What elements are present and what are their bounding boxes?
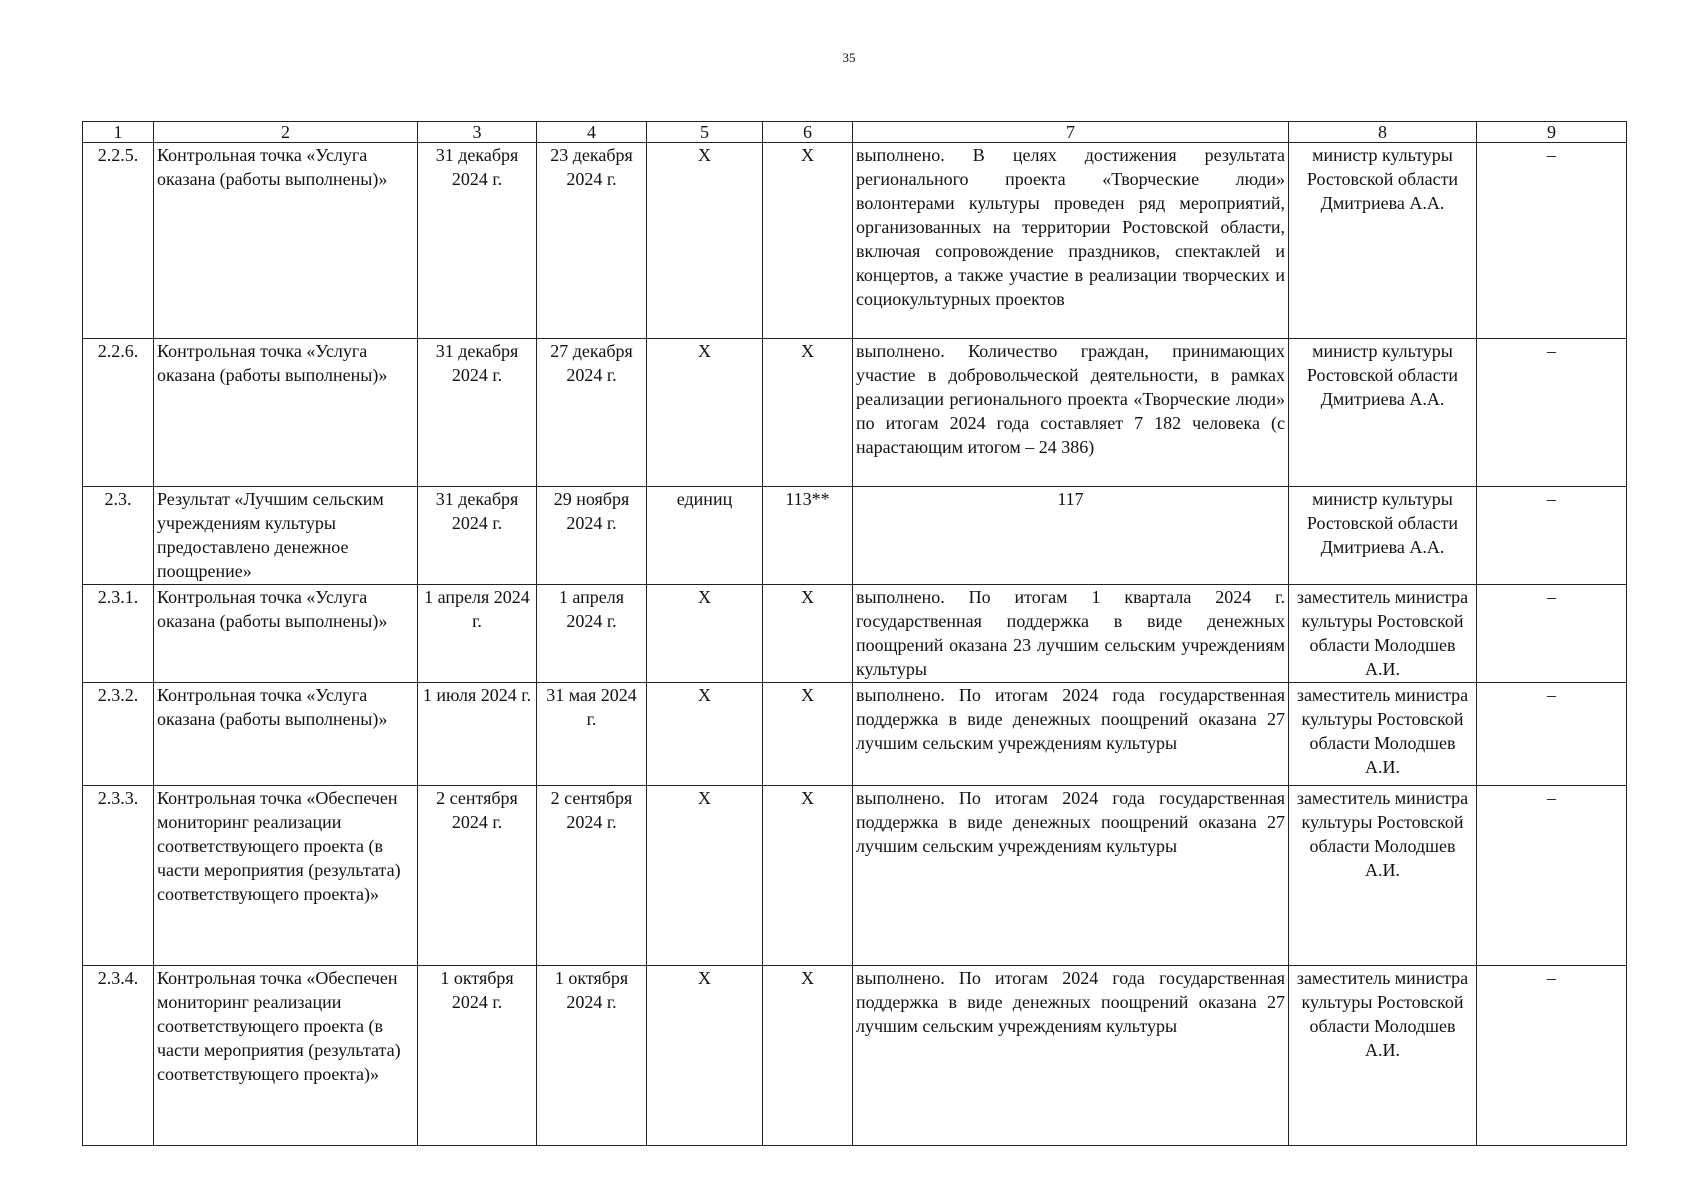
- planned-date: 2 сентября 2024 г.: [418, 786, 537, 966]
- column-header: 9: [1477, 122, 1627, 143]
- actual-date: 23 декабря 2024 г.: [537, 143, 647, 339]
- status-text: выполнено. По итогам 2024 года государственная поддержка в виде денежных поощрений оказана 27 лучшим сельским учреждениям культуры: [853, 966, 1289, 1146]
- table-row: [83, 143, 1627, 339]
- status-text: выполнено. По итогам 2024 года государственная поддержка в виде денежных поощрений оказана 27 лучшим сельским учреждениям культуры: [853, 683, 1289, 786]
- column-header: 4: [537, 122, 647, 143]
- table-row: [83, 487, 1627, 585]
- responsible-person: заместитель министра культуры Ростовской области Молодшев А.И.: [1289, 786, 1477, 966]
- value-cell: X: [763, 143, 853, 339]
- note-cell: –: [1477, 786, 1627, 966]
- actual-date: 2 сентября 2024 г.: [537, 786, 647, 966]
- value-cell: X: [763, 786, 853, 966]
- note-cell: –: [1477, 966, 1627, 1146]
- row-name: Контрольная точка «Услуга оказана (работы выполнены)»: [154, 683, 418, 786]
- status-text: выполнено. По итогам 1 квартала 2024 г. государственная поддержка в виде денежных поощрений оказана 23 лучшим сельским учреждениям культуры: [853, 585, 1289, 683]
- row-name: Результат «Лучшим сельским учреждениям культуры предоставлено денежное поощрение»: [154, 487, 418, 585]
- planned-date: 31 декабря 2024 г.: [418, 143, 537, 339]
- planned-date: 1 апреля 2024 г.: [418, 585, 537, 683]
- row-name: Контрольная точка «Обеспечен мониторинг реализации соответствующего проекта (в части мероприятия (результата) соответствующего проекта)»: [154, 786, 418, 966]
- column-header: 1: [83, 122, 154, 143]
- note-cell: –: [1477, 339, 1627, 487]
- table-row: [83, 966, 1627, 1146]
- value-cell: X: [763, 339, 853, 487]
- table-row: [83, 683, 1627, 786]
- row-name: Контрольная точка «Услуга оказана (работы выполнены)»: [154, 143, 418, 339]
- note-cell: –: [1477, 585, 1627, 683]
- responsible-person: заместитель министра культуры Ростовской области Молодшев А.И.: [1289, 683, 1477, 786]
- responsible-person: заместитель министра культуры Ростовской области Молодшев А.И.: [1289, 585, 1477, 683]
- responsible-person: заместитель министра культуры Ростовской области Молодшев А.И.: [1289, 966, 1477, 1146]
- row-name: Контрольная точка «Услуга оказана (работы выполнены)»: [154, 339, 418, 487]
- header-row: [83, 122, 1627, 143]
- unit-cell: X: [647, 966, 763, 1146]
- unit-cell: X: [647, 585, 763, 683]
- planned-date: 31 декабря 2024 г.: [418, 487, 537, 585]
- status-text: выполнено. В целях достижения результата регионального проекта «Творческие люди» волонтерами культуры проведен ряд мероприятий, организованных на территории Ростовской области, включая сопровождение праздников, спектаклей и концертов, а также участие в реализации творческих и социокультурных проектов: [853, 143, 1289, 339]
- row-number: 2.2.6.: [83, 339, 154, 487]
- unit-cell: X: [647, 786, 763, 966]
- row-number: 2.2.5.: [83, 143, 154, 339]
- planned-date: 1 июля 2024 г.: [418, 683, 537, 786]
- row-number: 2.3.4.: [83, 966, 154, 1146]
- row-number: 2.3.1.: [83, 585, 154, 683]
- table-row: [83, 786, 1627, 966]
- actual-date: 27 декабря 2024 г.: [537, 339, 647, 487]
- column-header: 8: [1289, 122, 1477, 143]
- column-header: 2: [154, 122, 418, 143]
- actual-date: 1 октября 2024 г.: [537, 966, 647, 1146]
- responsible-person: министр культуры Ростовской области Дмитриева А.А.: [1289, 339, 1477, 487]
- status-text: выполнено. Количество граждан, принимающих участие в добровольческой деятельности, в рамках реализации регионального проекта «Творческие люди» по итогам 2024 года составляет 7 182 человека (с нарастающим итогом – 24 386): [853, 339, 1289, 487]
- table-row: [83, 585, 1627, 683]
- column-header: 6: [763, 122, 853, 143]
- planned-date: 31 декабря 2024 г.: [418, 339, 537, 487]
- status-text: выполнено. По итогам 2024 года государственная поддержка в виде денежных поощрений оказана 27 лучшим сельским учреждениям культуры: [853, 786, 1289, 966]
- value-cell: 113**: [763, 487, 853, 585]
- row-name: Контрольная точка «Услуга оказана (работы выполнены)»: [154, 585, 418, 683]
- value-cell: X: [763, 585, 853, 683]
- unit-cell: X: [647, 339, 763, 487]
- row-number: 2.3.: [83, 487, 154, 585]
- actual-date: 31 мая 2024 г.: [537, 683, 647, 786]
- report-table: [82, 121, 1627, 1146]
- note-cell: –: [1477, 487, 1627, 585]
- actual-date: 1 апреля 2024 г.: [537, 585, 647, 683]
- status-text: 117: [853, 487, 1289, 585]
- note-cell: –: [1477, 683, 1627, 786]
- unit-cell: X: [647, 683, 763, 786]
- responsible-person: министр культуры Ростовской области Дмитриева А.А.: [1289, 487, 1477, 585]
- note-cell: –: [1477, 143, 1627, 339]
- page-number: 35: [842, 50, 856, 65]
- unit-cell: единиц: [647, 487, 763, 585]
- column-header: 5: [647, 122, 763, 143]
- responsible-person: министр культуры Ростовской области Дмитриева А.А.: [1289, 143, 1477, 339]
- row-name: Контрольная точка «Обеспечен мониторинг реализации соответствующего проекта (в части мероприятия (результата) соответствующего проекта)»: [154, 966, 418, 1146]
- unit-cell: X: [647, 143, 763, 339]
- planned-date: 1 октября 2024 г.: [418, 966, 537, 1146]
- row-number: 2.3.2.: [83, 683, 154, 786]
- value-cell: X: [763, 683, 853, 786]
- column-header: 7: [853, 122, 1289, 143]
- row-number: 2.3.3.: [83, 786, 154, 966]
- value-cell: X: [763, 966, 853, 1146]
- column-header: 3: [418, 122, 537, 143]
- actual-date: 29 ноября 2024 г.: [537, 487, 647, 585]
- table-row: [83, 339, 1627, 487]
